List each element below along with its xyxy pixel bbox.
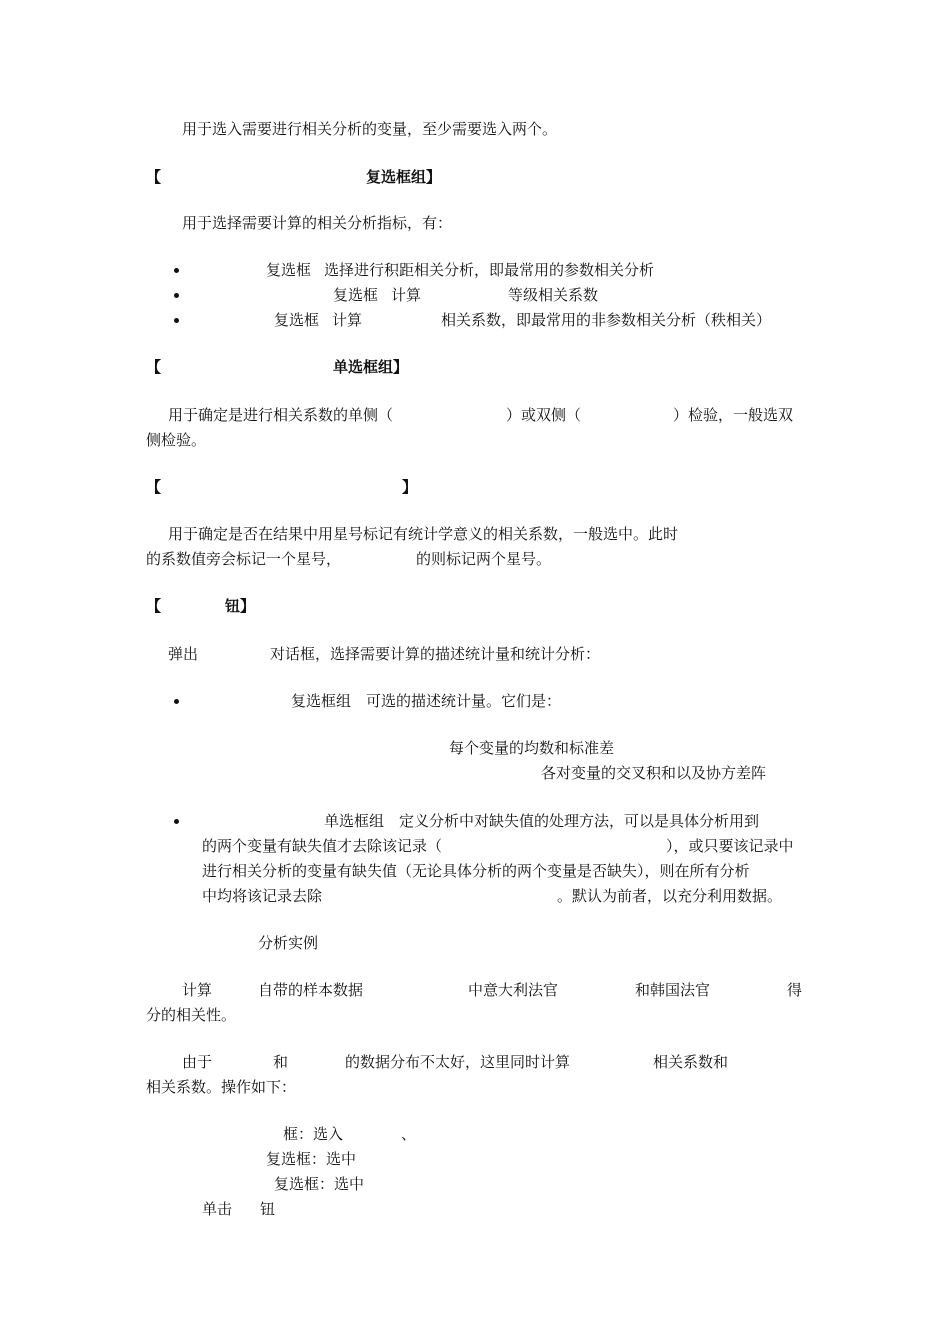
paragraph-method: 的数据分布不太好，这里同时计算 xyxy=(345,1053,571,1071)
paragraph-example: 得 xyxy=(787,981,803,999)
paragraph-tails: 侧检验。 xyxy=(146,431,207,449)
list-item-text: 计算 xyxy=(332,311,363,329)
paragraph-variables: 用于选入需要进行相关分析的变量，至少需要选入两个。 xyxy=(182,120,558,138)
paragraph-flag: 的则标记两个星号。 xyxy=(416,550,552,568)
list-item-label: 复选框 xyxy=(274,311,320,329)
list-item-label: 复选框组 xyxy=(291,692,352,710)
paragraph-options: 对话框，选择需要计算的描述统计量和统计分析： xyxy=(270,645,601,663)
heading-bracket-close: 】 xyxy=(402,478,418,496)
list-item-text: 。默认为前者，以充分利用数据。 xyxy=(557,887,783,905)
paragraph-tails: 用于确定是进行相关系数的单侧（ xyxy=(168,406,394,424)
bullet-icon xyxy=(174,293,179,298)
bullet-icon xyxy=(174,699,179,704)
heading-bracket-open: 【 xyxy=(146,478,162,496)
paragraph-example: 分的相关性。 xyxy=(146,1006,237,1024)
list-item-label: 复选框 xyxy=(266,261,312,279)
paragraph-example: 自带的样本数据 xyxy=(258,981,364,999)
step-ok: 单击 xyxy=(202,1200,233,1218)
step-spearman: 复选框：选中 xyxy=(274,1175,365,1193)
paragraph-tails: ）或双侧（ xyxy=(506,406,582,424)
list-item-text: 定义分析中对缺失值的处理方法，可以是具体分析用到 xyxy=(399,812,760,830)
paragraph-method: 相关系数。操作如下： xyxy=(146,1078,297,1096)
paragraph-options: 弹出 xyxy=(168,645,199,663)
heading-correlation-coefficients: 复选框组】 xyxy=(366,168,442,186)
heading-bracket-open: 【 xyxy=(146,597,162,615)
list-item-label: 单选框组 xyxy=(324,812,385,830)
list-item-text: 相关系数，即最常用的非参数相关分析（秩相关） xyxy=(441,311,772,329)
bullet-icon xyxy=(174,819,179,824)
paragraph-indicators: 用于选择需要计算的相关分析指标，有： xyxy=(182,214,453,232)
paragraph-example: 和韩国法官 xyxy=(635,981,711,999)
step-variables: 、 xyxy=(401,1125,417,1143)
paragraph-flag: 的系数值旁会标记一个星号， xyxy=(146,550,342,568)
list-item-text: 中均将该记录去除 xyxy=(202,887,323,905)
list-item-text: ），或只要该记录中 xyxy=(666,837,794,855)
step-variables: 框：选入 xyxy=(283,1125,344,1143)
heading-bracket-open: 【 xyxy=(146,168,162,186)
paragraph-tails: ）检验，一般选双 xyxy=(673,406,794,424)
paragraph-method: 和 xyxy=(273,1053,289,1071)
step-ok: 钮 xyxy=(260,1200,276,1218)
heading-options-button: 钮】 xyxy=(225,597,256,615)
paragraph-method: 由于 xyxy=(182,1053,213,1071)
paragraph-method: 相关系数和 xyxy=(653,1053,729,1071)
paragraph-flag: 用于确定是否在结果中用星号标记有统计学意义的相关系数，一般选中。此时 xyxy=(168,525,679,543)
paragraph-example: 中意大利法官 xyxy=(468,981,559,999)
bullet-icon xyxy=(174,268,179,273)
step-pearson: 复选框：选中 xyxy=(266,1150,357,1168)
list-item-text: 的两个变量有缺失值才去除该记录（ xyxy=(202,837,443,855)
heading-bracket-open: 【 xyxy=(146,358,162,376)
statistic-means: 每个变量的均数和标准差 xyxy=(449,739,615,757)
list-item-text: 等级相关系数 xyxy=(508,286,599,304)
list-item-text: 选择进行积距相关分析，即最常用的参数相关分析 xyxy=(324,261,655,279)
statistic-cross-product: 各对变量的交叉积和以及协方差阵 xyxy=(541,764,767,782)
list-item-text: 可选的描述统计量。它们是： xyxy=(366,692,562,710)
list-item-label: 复选框 xyxy=(333,286,379,304)
section-title: 分析实例 xyxy=(258,934,319,952)
list-item-text: 进行相关分析的变量有缺失值（无论具体分析的两个变量是否缺失），则在所有分析 xyxy=(202,862,750,880)
bullet-icon xyxy=(174,318,179,323)
heading-test-of-significance: 单选框组】 xyxy=(333,358,409,376)
paragraph-example: 计算 xyxy=(182,981,213,999)
list-item-text: 计算 xyxy=(391,286,422,304)
